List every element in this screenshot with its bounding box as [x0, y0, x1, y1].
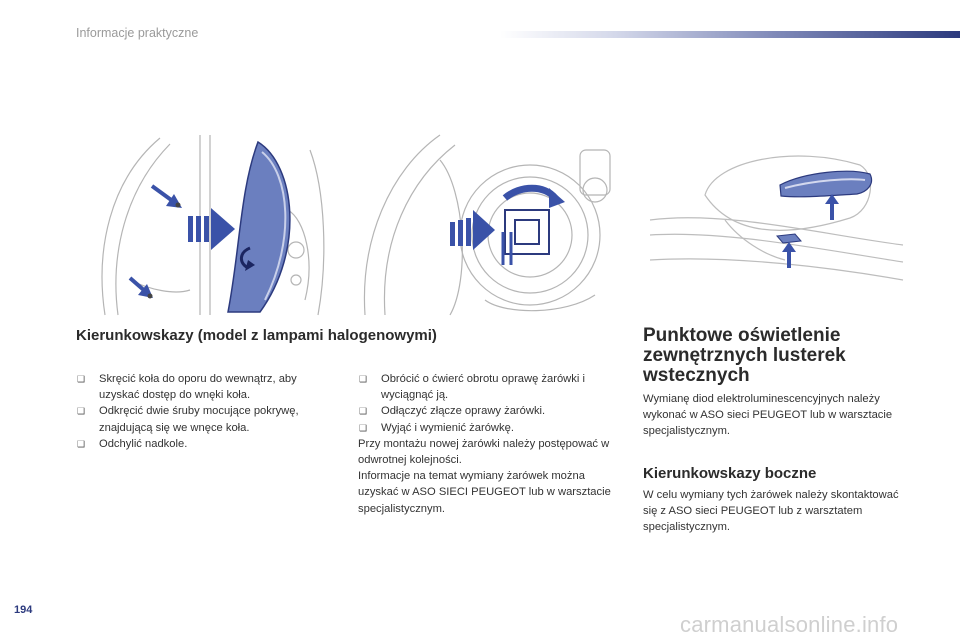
mirror-lighting-text: Wymianę diod elektroluminescencyjnych należy wykonać w ASO sieci PEUGEOT lub w warsztacie specjalistycznym.	[643, 393, 893, 438]
instruction-bullet: ❑ Odłączyć złącze oprawy żarówki.	[358, 403, 620, 419]
mirror-led-illustration	[645, 150, 907, 290]
headlamp-bulb-illustration	[355, 130, 620, 320]
header-decor-bar	[500, 31, 960, 38]
instruction-bullet: ❑ Odchylić nadkole.	[76, 436, 336, 452]
side-indicators-text: W celu wymiany tych żarówek należy skontaktować się z ASO sieci PEUGEOT lub z warsztatem specjalistycznym.	[643, 489, 899, 534]
service-info-paragraph: Informacje na temat wymiany żarówek można uzyskać w ASO SIECI PEUGEOT lub w warsztacie specjalistycznym.	[358, 470, 611, 515]
instruction-bullet: ❑ Skręcić koła do oporu do wewnątrz, aby uzyskać dostęp do wnęki koła.	[77, 373, 297, 402]
text-column-1	[76, 371, 336, 452]
bullet-icon: ❑	[77, 438, 86, 449]
bullet-icon: ❑	[359, 406, 368, 417]
section-heading-side-indicators: Kierunkowskazy boczne	[643, 465, 817, 482]
header-title: Informacje praktyczne	[76, 26, 199, 40]
wheel-arch-illustration	[90, 130, 335, 320]
text-column-2	[358, 371, 620, 517]
bullet-icon: ❑	[359, 422, 368, 433]
section-heading-halogen-indicators: Kierunkowskazy (model z lampami halogenowymi)	[76, 327, 437, 344]
instruction-bullet: ❑ Wyjąć i wymienić żarówkę.	[358, 420, 620, 436]
bullet-icon: ❑	[359, 374, 368, 384]
reassembly-paragraph: Przy montażu nowej żarówki należy postępować w odwrotnej kolejności.	[358, 437, 610, 467]
section-heading-mirror-lighting: Punktowe oświetlenie zewnętrznych lusterek wstecznych	[643, 325, 846, 386]
instruction-bullet: ❑ Obrócić o ćwierć obrotu oprawę żarówki i wyciągnąć ją.	[359, 373, 585, 402]
instruction-bullet: ❑ Odkręcić dwie śruby mocujące pokrywę, znajdującą się we wnęce koła.	[77, 405, 299, 434]
watermark: carmanualsonline.info	[680, 612, 899, 637]
bullet-icon: ❑	[77, 406, 86, 417]
page-number: 194	[14, 604, 33, 616]
bullet-icon: ❑	[77, 374, 86, 384]
